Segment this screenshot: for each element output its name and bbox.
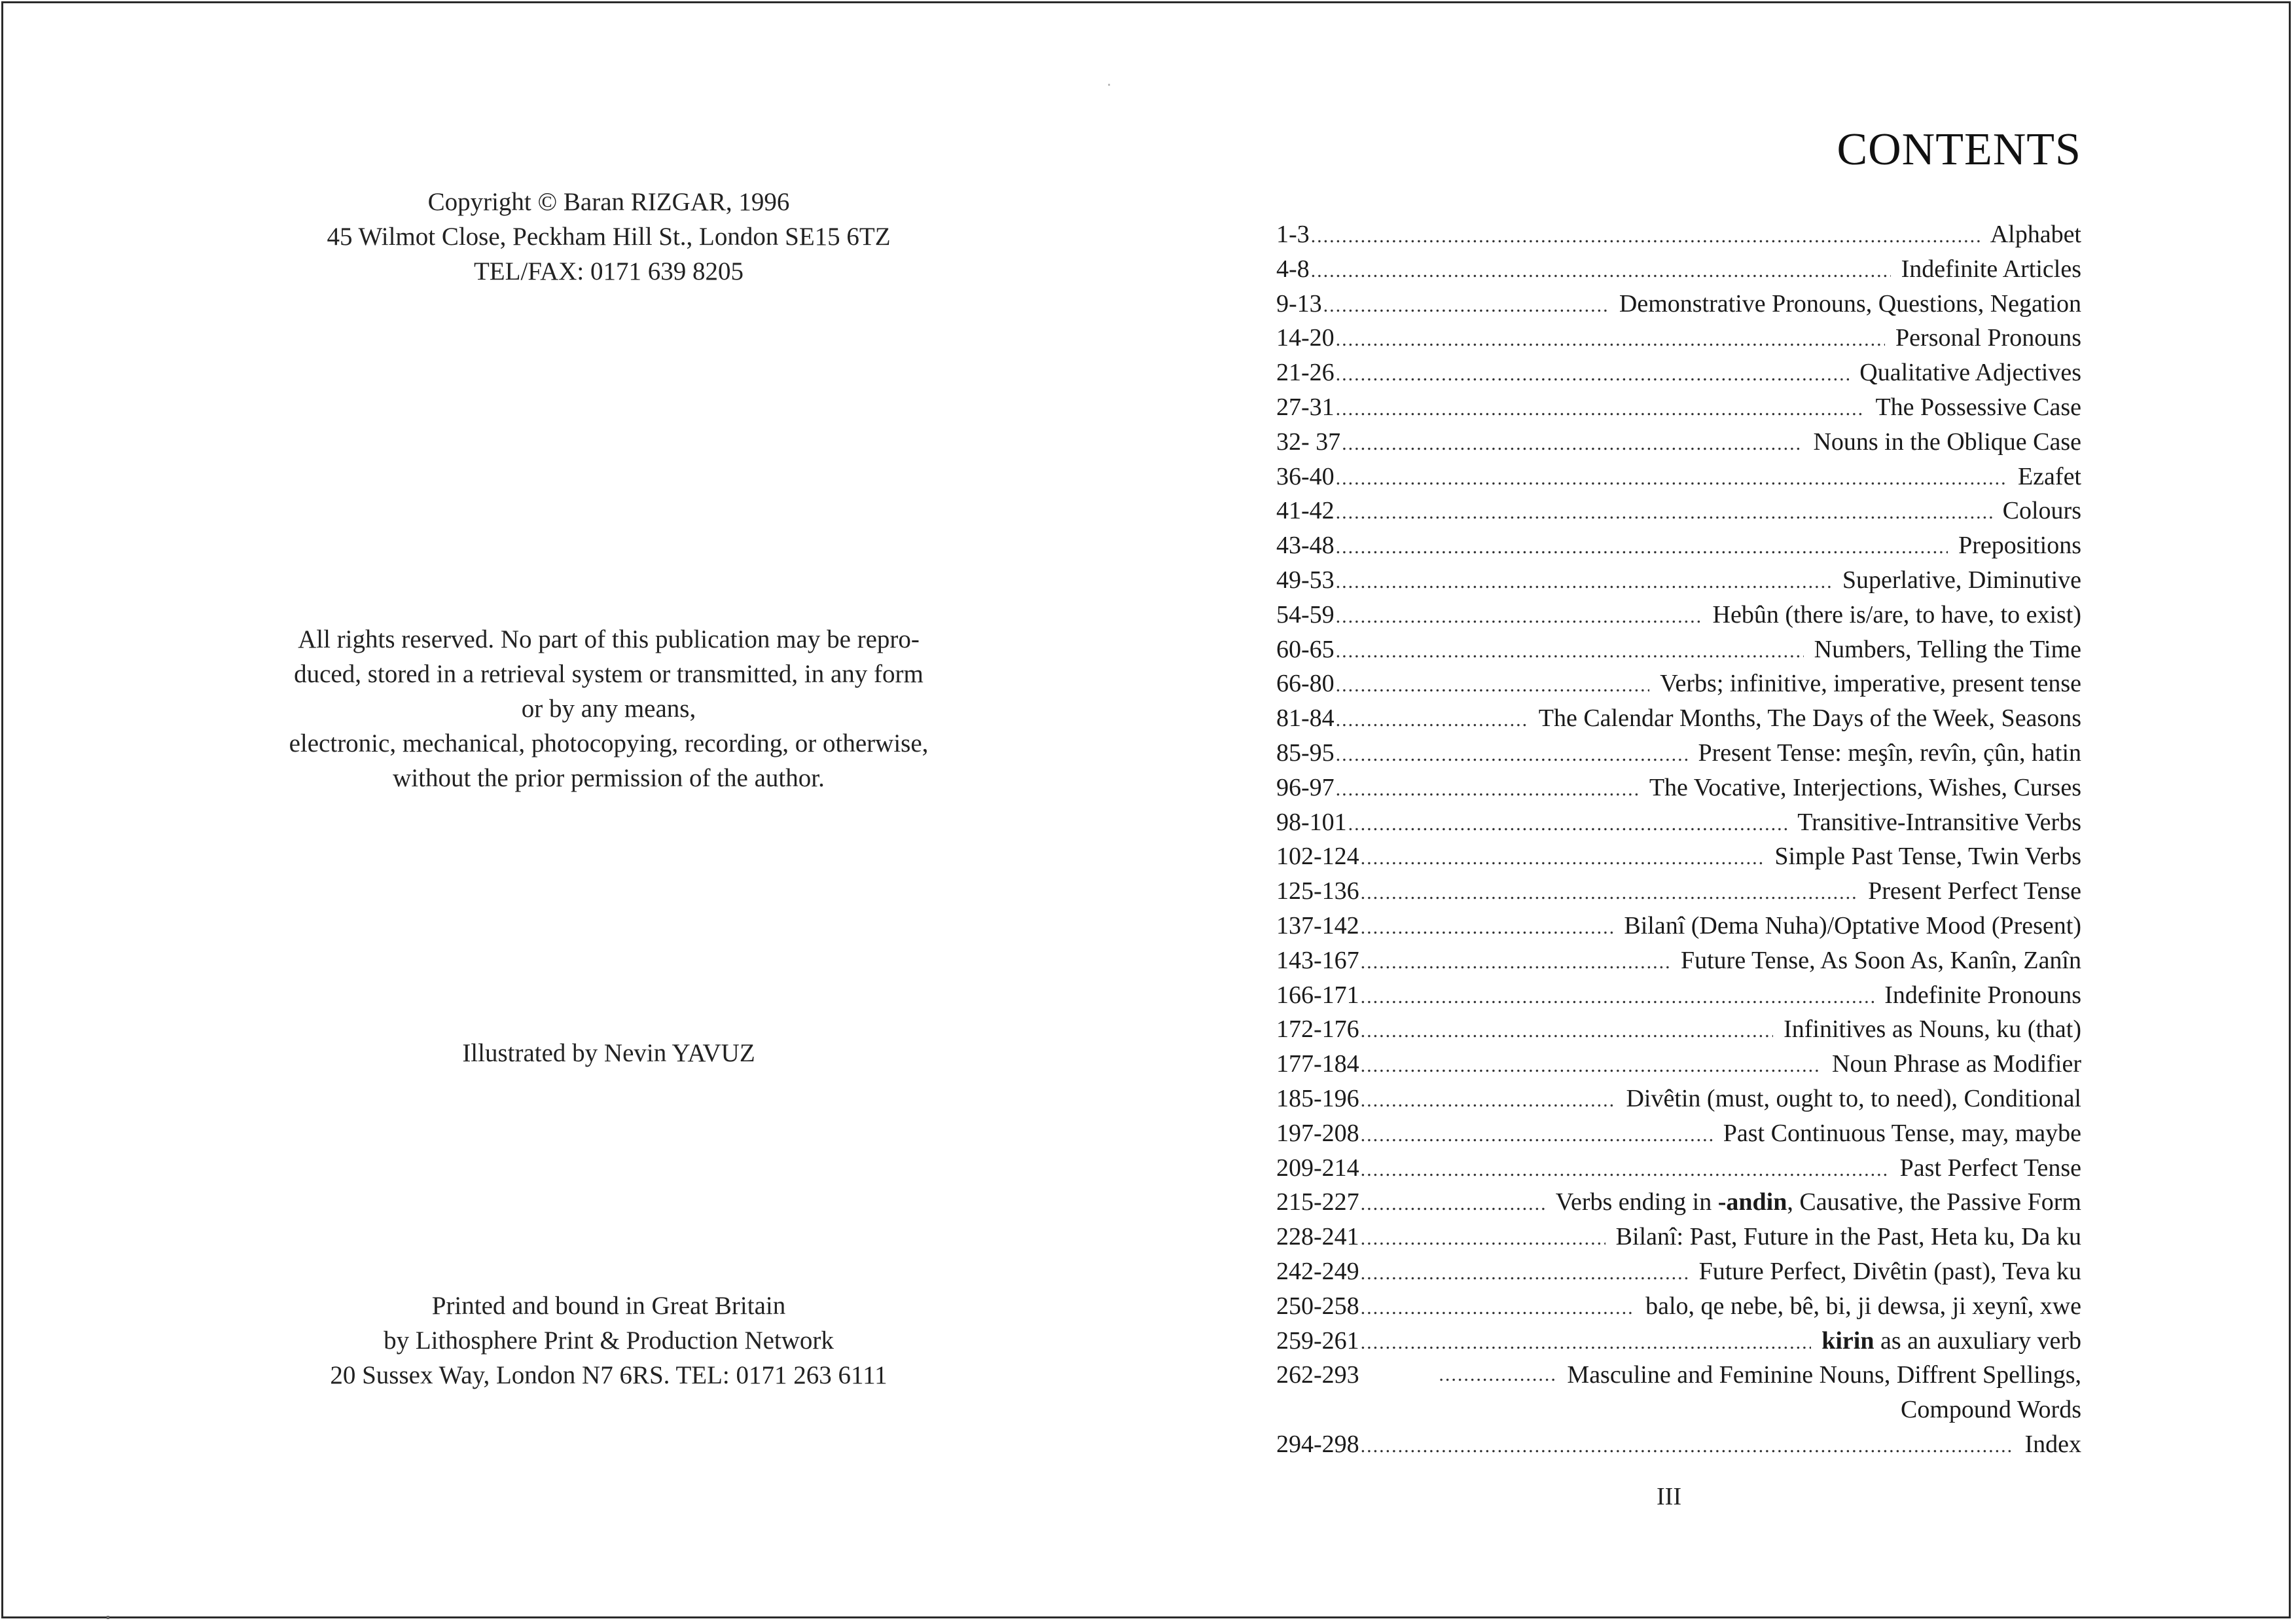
toc-leader-dots — [1336, 738, 1688, 773]
toc-title: Infinitives as Nouns, ku (that) — [1784, 1015, 2081, 1044]
toc-leader-dots — [1342, 427, 1803, 462]
toc-page-range: 32- 37 — [1276, 428, 1341, 456]
toc-leader-dots — [1439, 1358, 1556, 1393]
toc-entry — [1276, 1358, 2081, 1427]
toc-title-part: , Causative, the Passive Form — [1787, 1188, 2081, 1216]
toc-entry — [1276, 1220, 2081, 1254]
printer-line: Printed and bound in Great Britain — [431, 1292, 786, 1320]
toc-leader-dots — [1336, 565, 1832, 600]
toc-title: Bilanî (Dema Nuha)/Optative Mood (Present) — [1624, 911, 2081, 939]
toc-entry — [1276, 598, 2081, 632]
printer-block — [151, 1288, 1067, 1393]
toc-page-range: 9-13 — [1276, 289, 1322, 318]
rights-line: All rights reserved. No part of this publication may be repro- — [298, 625, 920, 653]
toc-leader-dots — [1361, 1222, 1605, 1256]
toc-title: Nouns in the Oblique Case — [1813, 428, 2081, 456]
toc-title: Past Perfect Tense — [1899, 1154, 2081, 1182]
toc-leader-dots — [1336, 357, 1850, 392]
toc-title — [1567, 1358, 2081, 1427]
rights-line: duced, stored in a retrieval system or transmitted, in any form — [294, 660, 924, 688]
toc-leader-dots — [1336, 462, 2007, 496]
toc-entry — [1276, 390, 2081, 425]
toc-page-range: 259-261 — [1276, 1326, 1359, 1355]
toc-entry — [1276, 736, 2081, 771]
toc-leader-dots — [1336, 668, 1650, 703]
toc-title: Demonstrative Pronouns, Questions, Negation — [1619, 289, 2081, 318]
toc-entry — [1276, 321, 2081, 356]
table-of-contents — [1276, 217, 2081, 1462]
toc-title: The Vocative, Interjections, Wishes, Curses — [1649, 773, 2081, 801]
address-line: 45 Wilmot Close, Peckham Hill St., London SE15 6TZ — [327, 223, 891, 251]
toc-entry — [1276, 839, 2081, 874]
toc-leader-dots — [1336, 530, 1948, 565]
toc-leader-dots — [1361, 1187, 1545, 1222]
toc-title: Numbers, Telling the Time — [1814, 635, 2081, 663]
toc-title-part: as an auxuliary verb — [1874, 1326, 2081, 1355]
toc-leader-dots — [1361, 1118, 1713, 1153]
toc-leader-dots — [1361, 876, 1857, 911]
toc-title: balo, qe nebe, bê, bi, ji dewsa, ji xeynî, xwe — [1645, 1292, 2081, 1320]
printer-line: 20 Sussex Way, London N7 6RS. TEL: 0171 263 6111 — [330, 1361, 888, 1389]
toc-page-range: 49-53 — [1276, 566, 1335, 594]
printer-line: by Lithosphere Print & Production Network — [384, 1326, 834, 1355]
copyright-block — [151, 185, 1067, 289]
toc-title: Prepositions — [1958, 532, 2081, 560]
toc-entry — [1276, 1116, 2081, 1151]
toc-leader-dots — [1361, 1153, 1890, 1188]
toc-leader-dots — [1311, 254, 1891, 289]
toc-leader-dots — [1361, 1291, 1635, 1326]
telfax-line: TEL/FAX: 0171 639 8205 — [473, 257, 744, 285]
rights-block — [151, 622, 1067, 795]
toc-leader-dots — [1361, 1049, 1821, 1084]
toc-entry — [1276, 771, 2081, 805]
toc-page-range: 166-171 — [1276, 981, 1359, 1009]
toc-entry — [1276, 356, 2081, 390]
toc-title: Future Perfect, Divêtin (past), Teva ku — [1698, 1257, 2081, 1285]
toc-title: The Calendar Months, The Days of the Week, Seasons — [1538, 704, 2081, 733]
toc-entry — [1276, 1047, 2081, 1082]
toc-entry — [1276, 632, 2081, 667]
page-number: III — [1657, 1483, 1681, 1510]
toc-entry — [1276, 1082, 2081, 1116]
toc-title: Superlative, Diminutive — [1842, 566, 2081, 594]
toc-leader-dots — [1336, 703, 1528, 738]
toc-entry — [1276, 1151, 2081, 1186]
toc-leader-dots — [1361, 911, 1614, 945]
toc-title-bold: -andin — [1717, 1188, 1787, 1216]
toc-page-range: 14-20 — [1276, 324, 1335, 352]
toc-page-range: 1-3 — [1276, 221, 1310, 248]
toc-page-range: 27-31 — [1276, 393, 1335, 421]
rights-line: electronic, mechanical, photocopying, recording, or otherwise, — [289, 729, 929, 757]
toc-title: Transitive-Intransitive Verbs — [1797, 808, 2081, 836]
toc-page-range: 228-241 — [1276, 1223, 1359, 1251]
toc-leader-dots — [1361, 1014, 1773, 1049]
toc-entry — [1276, 287, 2081, 321]
toc-page-range: 125-136 — [1276, 877, 1359, 905]
toc-entry — [1276, 528, 2081, 563]
toc-entry — [1276, 978, 2081, 1013]
rights-line: without the prior permission of the author. — [393, 764, 825, 792]
rights-line: or by any means, — [521, 695, 696, 723]
toc-title: Simple Past Tense, Twin Verbs — [1774, 843, 2081, 871]
toc-title-part: Verbs ending in — [1555, 1188, 1718, 1216]
toc-title: Past Continuous Tense, may, maybe — [1723, 1119, 2081, 1147]
illustrator-credit — [151, 1036, 1067, 1070]
toc-page-range: 185-196 — [1276, 1084, 1359, 1112]
toc-entry — [1276, 666, 2081, 701]
toc-page-range: 43-48 — [1276, 532, 1335, 560]
toc-title: Future Tense, As Soon As, Kanîn, Zanîn — [1680, 946, 2081, 974]
toc-entry — [1276, 701, 2081, 736]
toc-title: Alphabet — [1990, 221, 2081, 248]
toc-entry — [1276, 805, 2081, 840]
toc-title: Noun Phrase as Modifier — [1832, 1050, 2081, 1078]
toc-leader-dots — [1336, 600, 1702, 634]
toc-leader-dots — [1336, 496, 1992, 530]
toc-page-range: 81-84 — [1276, 704, 1335, 733]
scan-speck — [1108, 84, 1110, 86]
scan-speck — [107, 1616, 109, 1619]
toc-title: Divêtin (must, ought to, to need), Conditional — [1626, 1084, 2081, 1112]
toc-title: Present Perfect Tense — [1868, 877, 2081, 905]
toc-page-range: 66-80 — [1276, 670, 1335, 698]
toc-title — [1556, 1185, 2081, 1220]
toc-title: Index — [2024, 1430, 2081, 1458]
toc-leader-dots — [1336, 392, 1865, 427]
toc-title: Present Tense: meşîn, revîn, çûn, hatin — [1698, 739, 2081, 767]
toc-page-range: 197-208 — [1276, 1119, 1359, 1147]
toc-title-line: Compound Words — [1901, 1396, 2081, 1424]
copyright-line: Copyright © Baran RIZGAR, 1996 — [427, 188, 790, 216]
toc-leader-dots — [1336, 634, 1804, 669]
toc-title: Hebûn (there is/are, to have, to exist) — [1712, 600, 2081, 629]
toc-title-bold: kirin — [1821, 1326, 1874, 1355]
toc-page-range: 250-258 — [1276, 1292, 1359, 1320]
toc-page-range: 96-97 — [1276, 773, 1335, 801]
toc-title: Personal Pronouns — [1895, 324, 2081, 352]
toc-page-range: 242-249 — [1276, 1257, 1359, 1285]
toc-title: Ezafet — [2017, 462, 2081, 490]
toc-entry — [1276, 1185, 2081, 1220]
toc-entry — [1276, 943, 2081, 978]
toc-page-range: 294-298 — [1276, 1430, 1359, 1458]
toc-entry — [1276, 909, 2081, 943]
toc-page-range: 98-101 — [1276, 808, 1347, 836]
toc-leader-dots — [1348, 807, 1787, 842]
toc-page-range: 36-40 — [1276, 462, 1335, 490]
toc-entry — [1276, 494, 2081, 528]
toc-leader-dots — [1361, 1256, 1689, 1291]
toc-page-range: 21-26 — [1276, 359, 1335, 387]
toc-page-range: 143-167 — [1276, 946, 1359, 974]
toc-leader-dots — [1311, 219, 1980, 254]
toc-leader-dots — [1361, 980, 1874, 1015]
toc-entry — [1276, 425, 2081, 460]
toc-entry — [1276, 217, 2081, 252]
toc-page-range: 172-176 — [1276, 1015, 1359, 1044]
toc-leader-dots — [1361, 1429, 2015, 1464]
toc-title: Qualitative Adjectives — [1859, 359, 2081, 387]
toc-leader-dots — [1323, 289, 1609, 323]
toc-title: Bilanî: Past, Future in the Past, Heta ku, Da ku — [1615, 1223, 2081, 1251]
toc-title: The Possessive Case — [1875, 393, 2081, 421]
toc-entry — [1276, 563, 2081, 598]
toc-page-range: 262-293 — [1276, 1361, 1359, 1389]
contents-heading: CONTENTS — [1837, 124, 2081, 175]
toc-title-line: Masculine and Feminine Nouns, Diffrent Spellings, — [1567, 1361, 2081, 1389]
toc-entry — [1276, 460, 2081, 494]
toc-title: Verbs; infinitive, imperative, present tense — [1660, 670, 2081, 698]
toc-leader-dots — [1361, 1326, 1812, 1360]
toc-entry — [1276, 1289, 2081, 1324]
toc-page-range: 209-214 — [1276, 1154, 1359, 1182]
illustrator-line: Illustrated by Nevin YAVUZ — [462, 1039, 755, 1067]
toc-entry — [1276, 1012, 2081, 1047]
toc-title: Indefinite Articles — [1901, 255, 2081, 283]
toc-page-range: 41-42 — [1276, 497, 1335, 525]
toc-title: Indefinite Pronouns — [1884, 981, 2081, 1009]
toc-page-range: 60-65 — [1276, 635, 1335, 663]
toc-page-range: 54-59 — [1276, 600, 1335, 629]
toc-page-range: 102-124 — [1276, 843, 1359, 871]
toc-page-range: 4-8 — [1276, 255, 1310, 283]
toc-entry — [1276, 1254, 2081, 1289]
toc-page-range: 177-184 — [1276, 1050, 1359, 1078]
toc-entry — [1276, 1324, 2081, 1359]
toc-leader-dots — [1336, 773, 1639, 807]
toc-leader-dots — [1361, 1084, 1616, 1118]
toc-page-range: 215-227 — [1276, 1188, 1359, 1216]
toc-title — [1821, 1324, 2081, 1359]
toc-leader-dots — [1361, 841, 1765, 876]
toc-entry — [1276, 874, 2081, 909]
toc-page-range: 137-142 — [1276, 911, 1359, 939]
toc-leader-dots — [1336, 323, 1885, 357]
toc-entry — [1276, 1427, 2081, 1462]
toc-page-range: 85-95 — [1276, 739, 1335, 767]
toc-entry — [1276, 252, 2081, 287]
toc-leader-dots — [1361, 945, 1670, 980]
toc-title: Colours — [2002, 497, 2081, 525]
